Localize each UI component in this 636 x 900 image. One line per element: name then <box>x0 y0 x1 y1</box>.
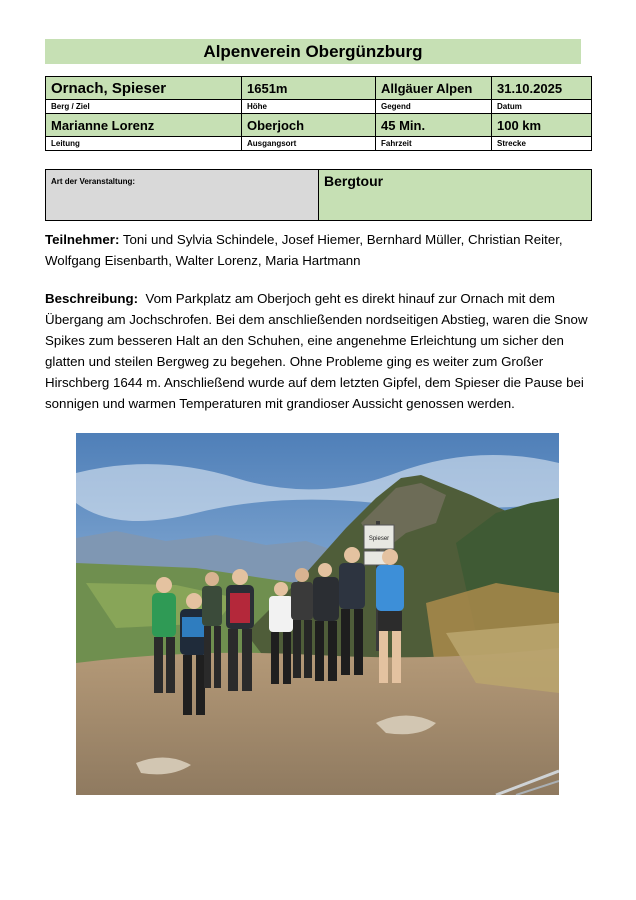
participants-text: Toni und Sylvia Schindele, Josef Hiemer, Bernhard Müller, Christian Reiter, Wolfgang Eisenbarth, Walter Lorenz, Maria Hartmann <box>45 232 563 268</box>
date-label: Datum <box>492 100 592 114</box>
height-label: Höhe <box>242 100 376 114</box>
distance-label: Strecke <box>492 137 592 151</box>
description-text: Vom Parkplatz am Oberjoch geht es direkt hinauf zur Ornach mit dem Übergang am Jochschrofen. Bei dem anschließenden nordseitigen Abstieg, waren die Snow Spikes zum besseren Halt an den Schuhen, eine angenehme Erleichtung um sicher den glatten und steilen Bergweg zu begehen. Ohne Probleme ging es weiter zum Großer Hirschberg 1644 m. Anschließend wurde auf dem letzten Gipfel, dem Spieser die Pause bei sonnigen und warmen Temperaturen mit grandioser Aussicht genossen werden. <box>45 291 588 411</box>
height-value: 1651m <box>242 77 376 100</box>
leader-value: Marianne Lorenz <box>46 114 242 137</box>
participants-paragraph <box>45 229 590 271</box>
goal-value: Ornach, Spieser <box>46 77 242 100</box>
distance-value: 100 km <box>492 114 592 137</box>
description-label: Beschreibung: <box>45 291 139 306</box>
participants-label: Teilnehmer: <box>45 232 120 247</box>
date-value: 31.10.2025 <box>492 77 592 100</box>
start-value: Oberjoch <box>242 114 376 137</box>
event-type-label: Art der Veranstaltung: <box>46 170 319 221</box>
region-label: Gegend <box>376 100 492 114</box>
group-photo-illustration <box>76 433 559 795</box>
description-paragraph <box>45 288 590 414</box>
page-title: Alpenverein Obergünzburg <box>45 39 581 64</box>
group-photo <box>76 433 559 795</box>
drive-time-label: Fahrzeit <box>376 137 492 151</box>
tour-info-table <box>45 76 592 151</box>
start-label: Ausgangsort <box>242 137 376 151</box>
drive-time-value: 45 Min. <box>376 114 492 137</box>
region-value: Allgäuer Alpen <box>376 77 492 100</box>
event-type-value: Bergtour <box>319 170 592 221</box>
leader-label: Leitung <box>46 137 242 151</box>
svg-text:Spieser: Spieser <box>368 536 390 542</box>
goal-label: Berg / Ziel <box>46 100 242 114</box>
event-type-table <box>45 169 592 221</box>
